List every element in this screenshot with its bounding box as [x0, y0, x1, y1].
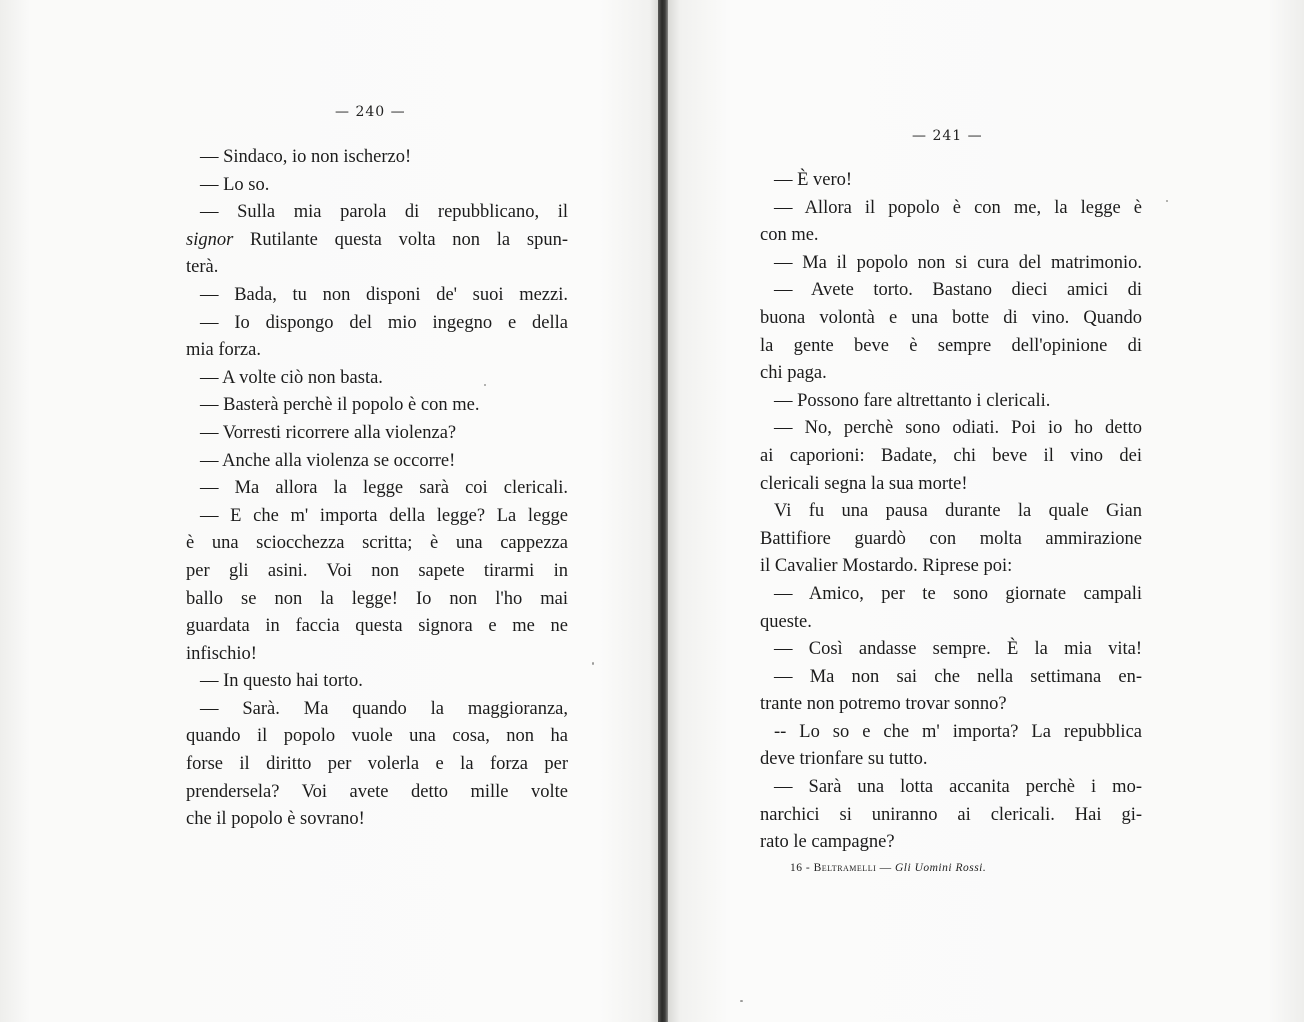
text-line: — Allora il popolo è con me, la legge è	[774, 197, 1142, 218]
text-line: chi paga.	[760, 363, 827, 384]
text-line: — Sulla mia parola di repubblicano, il	[200, 202, 568, 223]
text-line: — Ma non sai che nella settimana en-	[774, 666, 1142, 687]
paper-speck	[1166, 200, 1168, 202]
text-line: — Bada, tu non disponi de' suoi mezzi.	[200, 284, 568, 305]
text-line: guardata in faccia questa signora e me ne	[186, 616, 568, 637]
page-number-left: — 240 —	[335, 104, 406, 120]
text-line: ai caporioni: Badate, chi beve il vino dei	[760, 445, 1142, 466]
text-line: deve trionfare su tutto.	[760, 749, 928, 770]
text-line: quando il popolo vuole una cosa, non ha	[186, 726, 568, 747]
italic-word: signor	[186, 229, 234, 250]
text-line: trante non potremo trovar sonno?	[760, 694, 1007, 715]
text-line: — Ma il popolo non si cura del matrimonio.	[774, 252, 1142, 273]
text-line: signor Rutilante questa volta non la spun-	[186, 229, 568, 250]
text-line: ballo se non la legge! Io non l'ho mai	[186, 588, 568, 609]
text-line: buona volontà e una botte di vino. Quando	[760, 307, 1142, 328]
right-page	[668, 0, 1304, 1022]
text-line: clericali segna la sua morte!	[760, 473, 968, 494]
text-line: — Avete torto. Bastano dieci amici di	[774, 280, 1142, 301]
paper-speck	[740, 1000, 743, 1002]
text-line: che il popolo è sovrano!	[186, 809, 365, 830]
footer-separator: —	[879, 862, 892, 874]
left-page-text	[186, 144, 568, 834]
text-line: — Sarà. Ma quando la maggioranza,	[200, 698, 568, 719]
text-line: queste.	[760, 611, 812, 632]
text-line: — Così andasse sempre. È la mia vita!	[774, 639, 1142, 660]
footer-title: Gli Uomini Rossi.	[895, 862, 987, 874]
text-line: rato le campagne?	[760, 832, 895, 853]
text-line: mia forza.	[186, 340, 261, 361]
text-line: prendersela? Voi avete detto mille volte	[186, 781, 568, 802]
text-line: è una sciocchezza scritta; è una cappezza	[186, 533, 568, 554]
text-line: con me.	[760, 225, 819, 246]
text-line: Vi fu una pausa durante la quale Gian	[774, 501, 1142, 522]
text-line: Battifiore guardò con molta ammirazione	[760, 528, 1142, 549]
page-number-right: — 241 —	[912, 128, 983, 144]
right-page-text	[760, 167, 1142, 857]
text-line: narchici si uniranno ai clericali. Hai gi-	[760, 804, 1142, 825]
book-gutter	[658, 0, 668, 1022]
text-line: per gli asini. Voi non sapete tirarmi in	[186, 560, 568, 581]
text-line: — Vorresti ricorrere alla violenza?	[200, 422, 457, 443]
paper-speck	[484, 384, 486, 386]
text-line: — In questo hai torto.	[200, 671, 363, 692]
text-line: forse il diritto per volerla e la forza per	[186, 754, 568, 775]
text-line: — Basterà perchè il popolo è con me.	[200, 395, 480, 416]
text-line: — È vero!	[774, 170, 853, 190]
text-line: — Sindaco, io non ischerzo!	[200, 147, 412, 167]
text-line: la gente beve è sempre dell'opinione di	[760, 335, 1142, 356]
text-line: infischio!	[186, 643, 257, 664]
text-line: -- Lo so e che m' importa? La repubblica	[774, 721, 1142, 742]
text-line: — No, perchè sono odiati. Poi io ho detto	[774, 418, 1142, 439]
footer-signature: 16 -	[790, 862, 811, 874]
text-line: — A volte ciò non basta.	[200, 367, 383, 388]
text-line: terà.	[186, 257, 219, 278]
text-line: — E che m' importa della legge? La legge	[200, 505, 568, 526]
text-line: — Sarà una lotta accanita perchè i mo-	[774, 777, 1142, 798]
paper-speck	[592, 662, 594, 665]
text-line: — Ma allora la legge sarà coi clericali.	[200, 478, 568, 499]
text-line: — Anche alla violenza se occorre!	[200, 450, 456, 471]
text-line: — Possono fare altrettanto i clericali.	[774, 390, 1051, 411]
text-line: il Cavalier Mostardo. Riprese poi:	[760, 556, 1013, 577]
text-line: — Amico, per te sono giornate campali	[774, 583, 1142, 604]
text-line: — Lo so.	[200, 174, 270, 195]
text-line: — Io dispongo del mio ingegno e della	[200, 312, 568, 333]
footer-author: Beltramelli	[813, 862, 877, 874]
page-footer	[790, 862, 986, 874]
